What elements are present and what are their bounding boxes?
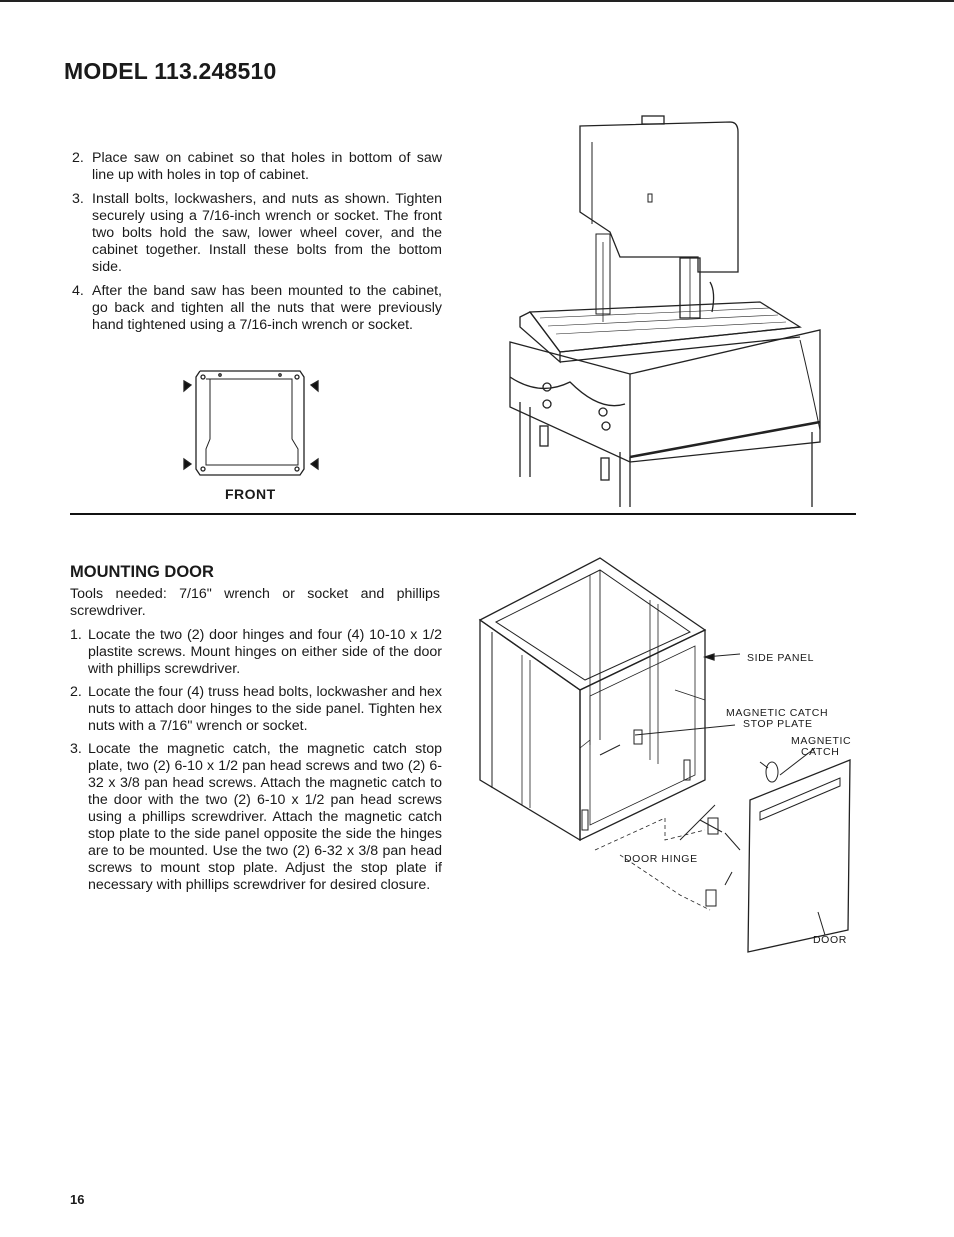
section-divider xyxy=(70,513,856,515)
step-number: 1. xyxy=(70,627,82,643)
list-item xyxy=(70,150,442,184)
callout-door-hinge: DOOR HINGE xyxy=(624,853,698,865)
step-number: 2. xyxy=(72,150,84,166)
list-item xyxy=(70,191,442,276)
tools-needed-text: Tools needed: 7/16" wrench or socket and phillips screwdriver. xyxy=(70,586,440,619)
step-text: Locate the magnetic catch, the magnetic catch stop plate, two (2) 6-10 x 1/2 pan head screws and two (2) 6-32 x 3/8 pan head screws. Attach the magnetic catch to the door with the two (2) 6-10 x 1/2 pan head screws using a phillips screwdriver. Attach the magnetic catch stop plate to the side panel opposite the side the hinges are to be mounted. Use the two (2) 6-32 x 3/8 pan head screws to mount stop plate. Adjust the stop plate if necessary with phillips screwdriver for desired closure. xyxy=(88,741,442,893)
callout-magnetic-catch-line-2: CATCH xyxy=(801,746,840,758)
callout-side-panel: SIDE PANEL xyxy=(747,652,815,664)
callout-stop-plate-line-2: STOP PLATE xyxy=(743,718,813,730)
top-rule xyxy=(0,0,954,2)
step-text: Locate the four (4) truss head bolts, lockwasher and hex nuts to attach door hinges to the side panel. Tighten hex nuts with a 7/16" wrench or socket. xyxy=(88,684,442,734)
cabinet-top-diagram xyxy=(180,365,330,485)
list-item xyxy=(70,283,442,334)
page-number: 16 xyxy=(70,1192,85,1207)
callout-magnetic-catch-line-1: MAGNETIC xyxy=(791,735,852,747)
step-number: 2. xyxy=(70,684,82,700)
band-saw-illustration xyxy=(500,112,830,512)
step-text: Place saw on cabinet so that holes in bottom of saw line up with holes in top of cabinet. xyxy=(92,150,442,183)
diagram-label-front: FRONT xyxy=(225,486,276,502)
step-text: After the band saw has been mounted to the cabinet, go back and tighten all the nuts that were previously hand tightened using a 7/16-inch wrench or socket. xyxy=(92,283,442,333)
step-text: Install bolts, lockwashers, and nuts as shown. Tighten securely using a 7/16-inch wrench or socket. The front two bolts hold the saw, lower wheel cover, and the cabinet together. Install these bolts from the bottom side. xyxy=(92,191,442,275)
callout-door: DOOR xyxy=(813,934,847,946)
step-number: 3. xyxy=(72,191,84,207)
page-title: MODEL 113.248510 xyxy=(64,58,277,84)
door-mounting-steps xyxy=(70,627,442,900)
callout-stop-plate-line-1: MAGNETIC CATCH xyxy=(726,707,829,719)
saw-mounting-steps xyxy=(70,150,442,341)
list-item xyxy=(70,741,442,894)
step-text: Locate the two (2) door hinges and four (4) 10-10 x 1/2 plastite screws. Mount hinges on either side of the door with phillips screwdriver. xyxy=(88,627,442,677)
section-title: MOUNTING DOOR xyxy=(70,563,214,581)
list-item xyxy=(70,627,442,678)
list-item xyxy=(70,684,442,735)
step-number: 3. xyxy=(70,741,82,757)
step-number: 4. xyxy=(72,283,84,299)
